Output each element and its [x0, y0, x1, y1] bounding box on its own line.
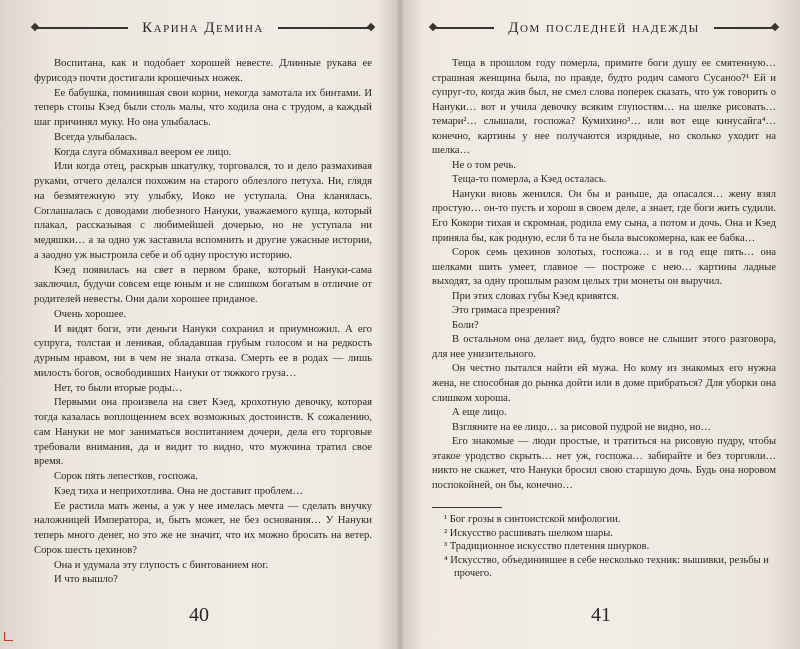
paragraph: Его знакомые — люди простые, и тратиться на рисовую пудру, чтобы этакое уродство скрыть… нет уж, госпожа… забирайте и без торговли… никто не скажет, что Нануки бросил свою старшую дочь. Будь она норовом поспокойней, он бы, конечно…: [432, 436, 776, 491]
left-page: [0, 0, 398, 649]
paragraph: Кэед появилась на свет в первом браке, который Нануки-сама заключил, будучи совсем еще юным и не слишком богатым в отличие от родителей невесты. Они дали хорошее приданое.: [34, 264, 372, 305]
paragraph: Сорок пять лепестков, госпожа.: [54, 471, 198, 482]
footnotes: [432, 507, 776, 580]
paragraph: Ее растила мать жены, а уж у нее имелась мечта — сделать внучку наложницей Императора, и, быть может, не без основания… У Нануки теперь много денег, но это же не значит, что их можно бросать на ветер. Сорок шесть цехинов?: [34, 500, 372, 556]
paragraph: Она и удумала эту глупость с бинтованием ног.: [54, 559, 269, 571]
paragraph: Когда слуга обмахивал веером ее лицо.: [54, 146, 232, 158]
header-rule-left: [432, 27, 494, 29]
right-page-header: [432, 0, 776, 56]
right-page-body: [432, 57, 776, 493]
paragraph: Нануки вновь женился. Он бы и раньше, да опасался… жену взял простую… он-то пусть и хорош в своем деле, а знает, где боги жить судили. Его Кокори тихая и скромная, родила ему сына, а потом и дочь. Она и Кэед приняла бы, как родную, если б та не была высокомерна, как ее бабка…: [432, 188, 776, 244]
paragraph: Воспитана, как и подобает хорошей невесте. Длинные рукава ее фурисодэ почти достигали крошечных ножек.: [34, 58, 372, 84]
footnote: ⁴ Искусство, объединившее в себе несколько техник: вышивки, резьбы и прочего.: [444, 554, 769, 580]
left-page-header: [34, 0, 372, 56]
paragraph: И что вышло?: [54, 574, 118, 586]
paragraph: Ее бабушка, помнившая свои корни, некогда замотала их бинтами. И теперь стопы Кэед были столь малы, что ходила она с трудом, а каждый шаг причинял муку. Но она улыбалась.: [34, 87, 372, 128]
paragraph: Или когда отец, раскрыв шкатулку, торговался, то и дело размахивая руками, отчего делался похожим на старого облезлого петуха. Ни, глядя на безмятежную эту улыбку, Иоко не уступала. Она кланялась. Соглашалась с доводами любезного Нануки, уважаемого купца, который плакал, рассказывая с любимейшей дочерью, но не уступала ни медяшки… а за одно уж заставила вспомнить и другие ужасные истории, а заодно уж выстроила себе и об одну простую историю.: [34, 161, 372, 261]
paragraph: А еще лицо.: [452, 407, 507, 419]
book-title: Дом последней надежды: [508, 19, 700, 36]
corner-mark-icon: [4, 632, 13, 641]
header-rule-left: [34, 27, 128, 29]
paragraph: При этих словах губы Кэед кривятся.: [452, 290, 619, 302]
paragraph: И видят боги, эти деньги Нануки сохранил и приумножил. А его супруга, толстая и ленивая, обладавшая грубым голосом и на редкость дурным нравом, ни в чем не знала отказа. Смерть ее в родах — лишь милость богов, освободивших Нануки от тяжкого груза…: [34, 323, 372, 379]
paragraph: Боли?: [452, 319, 479, 331]
footnote: ² Искусство расшивать шелком шары.: [444, 527, 613, 539]
page-number-left: 40: [189, 604, 209, 626]
paragraph: Не о том речь.: [452, 159, 516, 171]
paragraph: В остальном она делает вид, будто вовсе не слышит этого разговора, для нее унизительного.: [432, 334, 776, 360]
paragraph: Теща-то померла, а Кэед осталась.: [452, 174, 607, 186]
page-number-right: 41: [591, 604, 611, 626]
paragraph: Первыми она произвела на свет Кэед, крохотную девочку, которая тогда казалась воплощением всех возможных достоинств. К сожалению, сам Нануки не мог заниматься воспитанием дочери, дела его торговые требовали внимания, да и видит то видно, что мужчина тратил свое время.: [34, 397, 372, 468]
left-page-body: [34, 57, 372, 588]
footnote: ³ Традиционное искусство плетения шнурков.: [444, 541, 650, 553]
right-page: [402, 0, 800, 649]
paragraph: Это гримаса презрения?: [452, 305, 561, 317]
paragraph: Он честно пытался найти ей мужа. Но кому из знакомых его нужна жена, не способная до рынка дойти или в доме прибраться? Для уборки она слишком хороша.: [432, 363, 776, 404]
paragraph: Нет, то были вторые роды…: [54, 382, 183, 394]
footnote: ¹ Бог грозы в синтоистской мифологии.: [444, 514, 621, 526]
paragraph: Всегда улыбалась.: [54, 131, 138, 143]
paragraph: Кэед тиха и неприхотлива. Она не доставит проблем…: [54, 485, 303, 497]
header-rule-right: [714, 27, 776, 29]
paragraph: Сорок семь цехинов золотых, госпожа… и в год еще пять… она шелками шить умеет, главное — построже с нею… картины ладные выходят, за одну прошлым разом целых три монеты он выручил.: [432, 247, 776, 288]
paragraph: Взгляните на ее лицо… за рисовой пудрой не видно, но…: [452, 421, 712, 433]
footnote-rule: [432, 507, 502, 508]
paragraph: Очень хорошее.: [54, 308, 127, 320]
paragraph: Теща в прошлом году померла, примите боги душу ее смятенную… страшная женщина была, по правде, будто родич самого Сусаноо?¹ Ей и супруг-то, когда жив был, не смел слова поперек сказать, что уж говорить о Нануки… вот и учила девочку всяким глупостям… на шелке рисовать… темари²… слышали, госпожа? Кумихино³… или вот еще кинусайга⁴… конечно, картины у нее получаются изрядные, но сколько уходит на шелка…: [432, 58, 776, 157]
author-name: Карина Демина: [142, 19, 264, 36]
header-rule-right: [278, 27, 372, 29]
